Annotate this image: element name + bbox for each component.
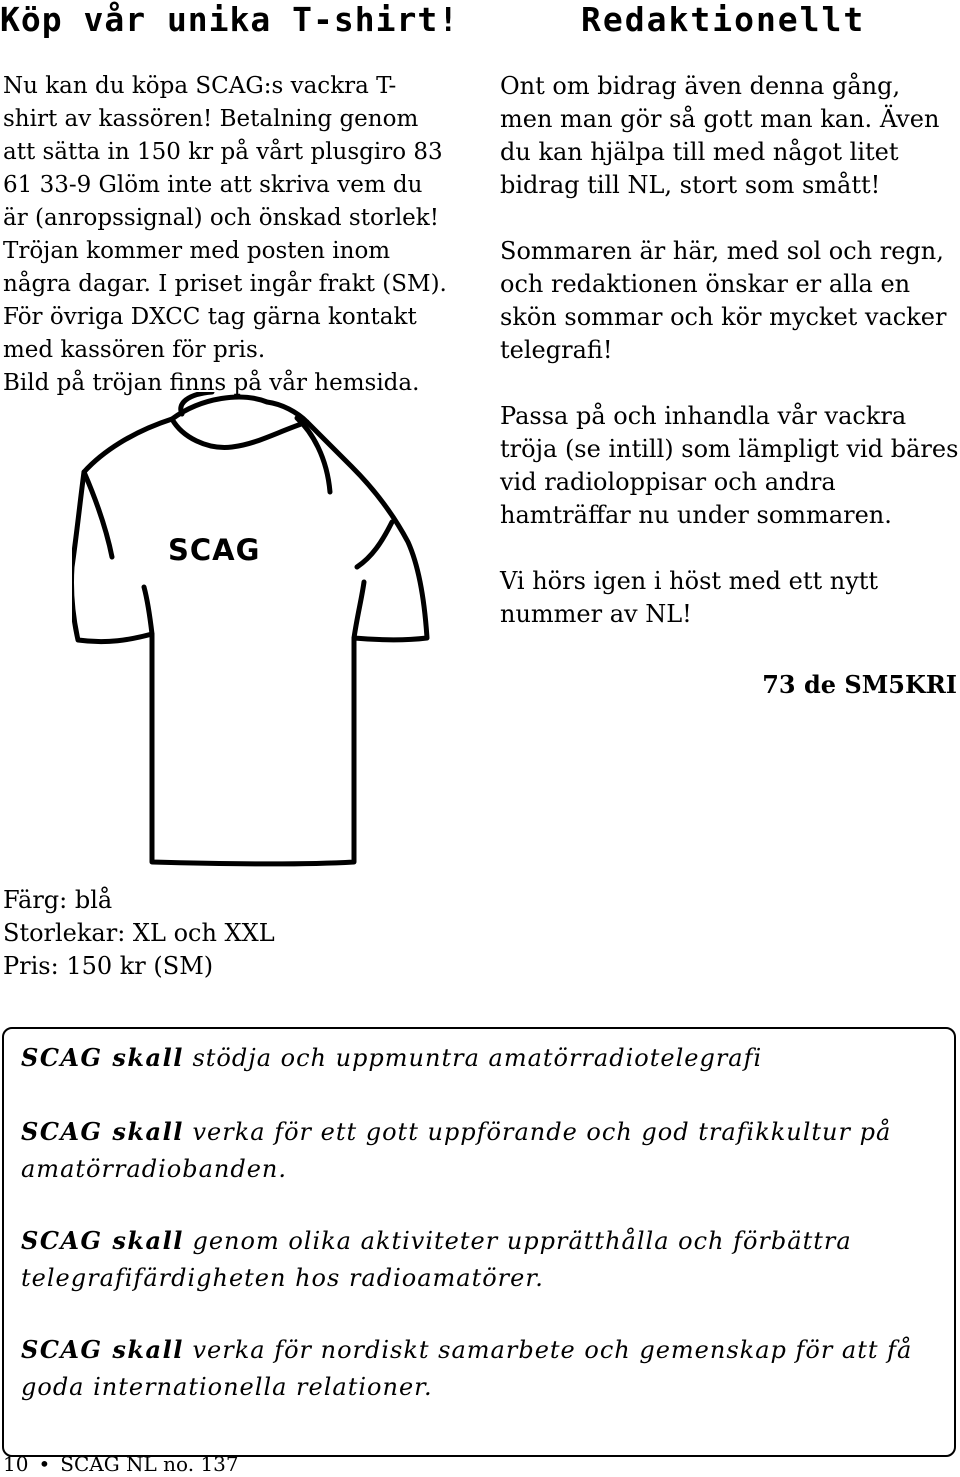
tshirt-line: Tröjan kommer med posten inom bbox=[3, 238, 391, 264]
aim-text: verka för ett gott uppförande och god trafikkultur på amatörradiobanden. bbox=[21, 1118, 892, 1183]
editorial-paragraph: Ont om bidrag även denna gång, men man gör så gott man kan. Även du kan hjälpa till med något litet bidrag till NL, stort som smått! bbox=[500, 72, 940, 199]
editorial-paragraph: Vi hörs igen i höst med ett nytt nummer av NL! bbox=[500, 567, 879, 628]
tshirt-line: Nu kan du köpa SCAG:s vackra T- bbox=[3, 73, 397, 99]
tshirt-line: är (anropssignal) och önskad storlek! bbox=[3, 205, 439, 231]
editorial-text bbox=[500, 70, 960, 631]
tshirt-collar bbox=[172, 419, 307, 447]
aim-text: stödja och uppmuntra amatörradiotelegrafi bbox=[183, 1044, 763, 1072]
tshirt-print: SCAG bbox=[168, 533, 261, 567]
editorial-paragraph: Sommaren är här, med sol och regn, och redaktionen önskar er alla en skön sommar och kör mycket vacker telegrafi! bbox=[500, 237, 947, 364]
aim-lead: SCAG skall bbox=[21, 1335, 184, 1364]
tshirt-line: Bild på tröjan finns på vår hemsida. bbox=[3, 370, 420, 396]
tshirt-outline bbox=[72, 397, 427, 864]
tshirt-sleeve-seam bbox=[357, 522, 392, 567]
tshirt-line: att sätta in 150 kr på vårt plusgiro 83 bbox=[3, 139, 443, 165]
spec-color: Färg: blå bbox=[3, 886, 113, 914]
publication-name: SCAG NL no. 137 bbox=[60, 1452, 239, 1476]
spec-price: Pris: 150 kr (SM) bbox=[3, 952, 214, 980]
page-number: 10 bbox=[3, 1452, 29, 1476]
tshirt-sleeve-seam bbox=[84, 472, 112, 557]
tshirt-side-seam bbox=[144, 587, 152, 634]
tshirt-drawing bbox=[72, 392, 442, 882]
tshirt-line: med kassören för pris. bbox=[3, 337, 266, 363]
tshirt-line: För övriga DXCC tag gärna kontakt bbox=[3, 304, 417, 330]
editorial-heading: Redaktionellt bbox=[581, 0, 866, 39]
tshirt-line: shirt av kassören! Betalning genom bbox=[3, 106, 419, 132]
aim-text: genom olika aktiviteter upprätthålla och förbättra telegrafifärdigheten hos radioamatörer. bbox=[21, 1227, 852, 1292]
aim-lead: SCAG skall bbox=[21, 1226, 184, 1255]
scag-aims-box bbox=[2, 1027, 956, 1457]
aim-lead: SCAG skall bbox=[21, 1117, 184, 1146]
tshirt-heading: Köp vår unika T-shirt! bbox=[0, 0, 460, 39]
tshirt-side-seam bbox=[354, 582, 364, 638]
aim-item bbox=[21, 1222, 936, 1297]
page-footer bbox=[3, 1451, 239, 1477]
tshirt-line: några dagar. I priset ingår frakt (SM). bbox=[3, 271, 447, 297]
spec-sizes: Storlekar: XL och XXL bbox=[3, 919, 275, 947]
aim-item bbox=[21, 1331, 936, 1406]
tshirt-text bbox=[3, 70, 473, 400]
aim-lead: SCAG skall bbox=[21, 1043, 184, 1072]
aim-item bbox=[21, 1039, 936, 1077]
aim-item bbox=[21, 1113, 936, 1188]
editorial-paragraph: Passa på och inhandla vår vackra tröja (se intill) som lämpligt vid bäres vid radioloppisar och andra hamträffar nu under sommaren. bbox=[500, 402, 959, 529]
editorial-signature: 73 de SM5KRI bbox=[762, 670, 957, 699]
tshirt-line: 61 33-9 Glöm inte att skriva vem du bbox=[3, 172, 423, 198]
aim-text: verka för nordiskt samarbete och gemenskap för att få goda internationella relationer. bbox=[21, 1336, 913, 1401]
tshirt-specs bbox=[3, 884, 403, 983]
footer-bullet: • bbox=[38, 1452, 51, 1476]
